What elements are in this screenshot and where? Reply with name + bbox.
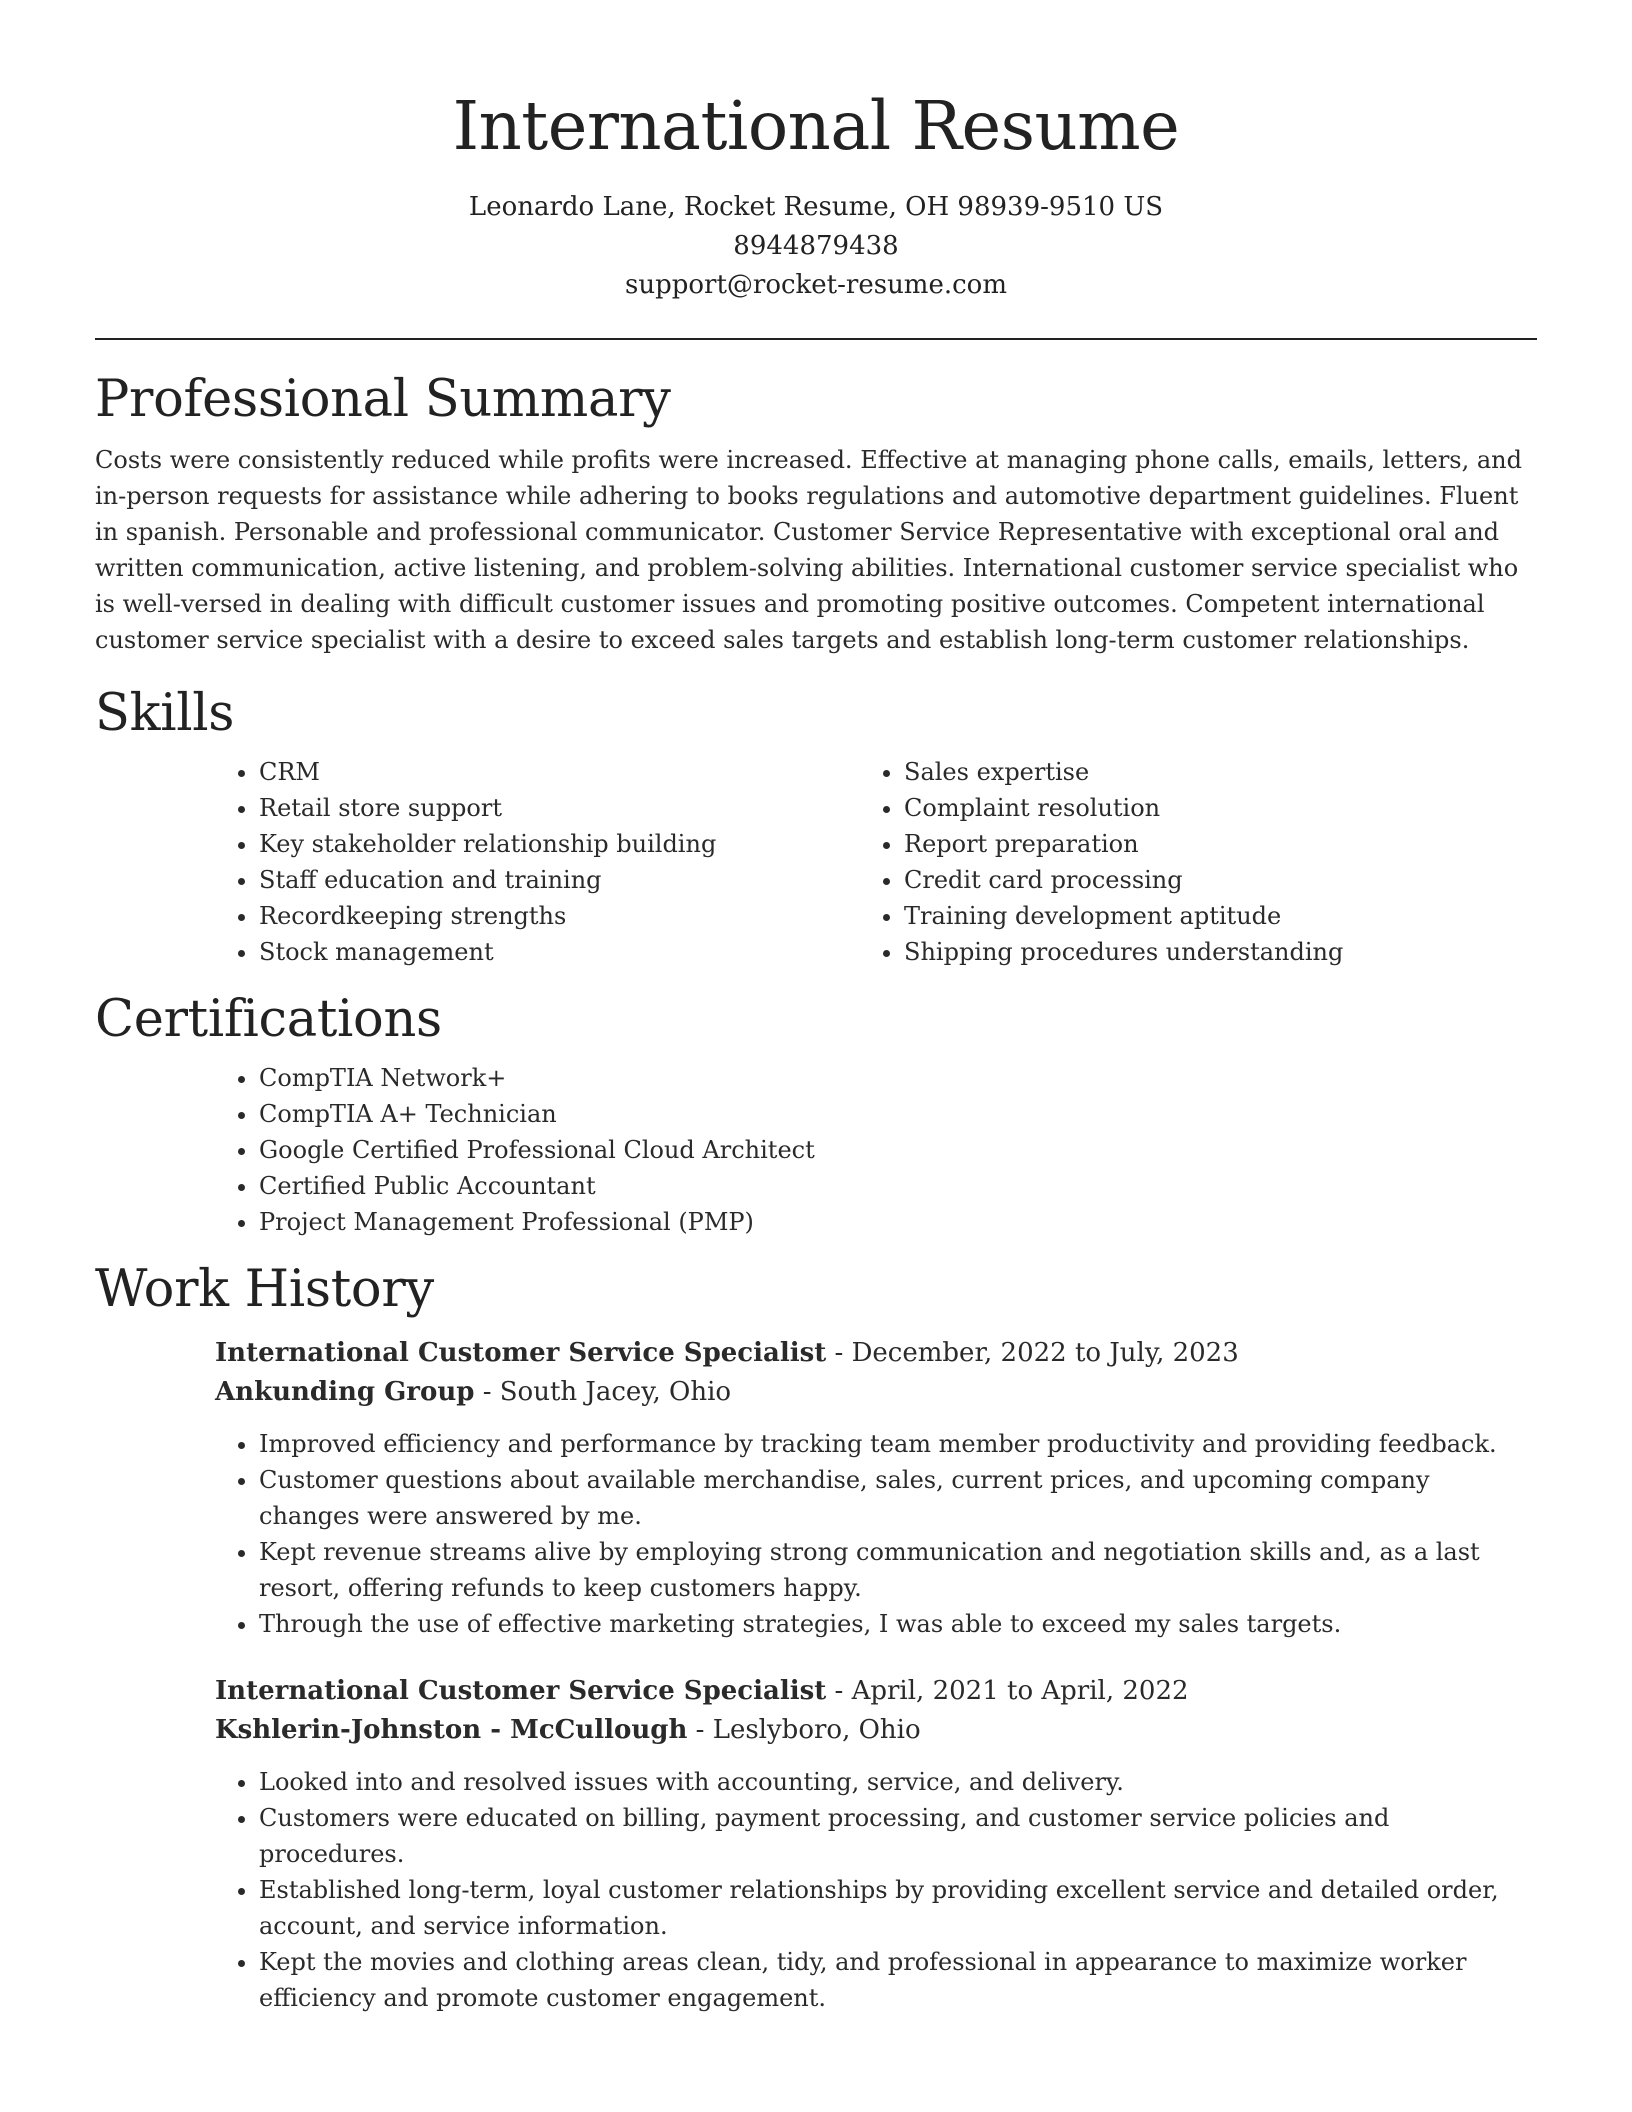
- certifications-heading: Certifications: [95, 990, 442, 1049]
- skills-heading: Skills: [95, 684, 235, 743]
- skill-item: • Stock management: [259, 934, 860, 970]
- certification-item: • CompTIA Network+: [259, 1060, 1537, 1096]
- job-dates: December, 2022 to July, 2023: [851, 1338, 1239, 1368]
- job-bullet: • Kept the movies and clothing areas clean, tidy, and professional in appearance to maximize worker efficiency and promote customer engagement.: [259, 1944, 1537, 2016]
- skill-item: • Sales expertise: [904, 754, 1505, 790]
- job-entry: [215, 1672, 1537, 2016]
- skill-item: • Retail store support: [259, 790, 860, 826]
- certification-item: • Google Certified Professional Cloud Architect: [259, 1132, 1537, 1168]
- skill-item: • Report preparation: [904, 826, 1505, 862]
- job-separator: -: [695, 1715, 713, 1745]
- job-bullet: • Looked into and resolved issues with accounting, service, and delivery.: [259, 1764, 1537, 1800]
- job-title: International Customer Service Specialist: [215, 1338, 827, 1368]
- job-company: Kshlerin-Johnston - McCullough: [215, 1715, 688, 1745]
- job-company-line: [215, 1711, 1537, 1750]
- certification-item: • CompTIA A+ Technician: [259, 1096, 1537, 1132]
- job-separator: -: [834, 1338, 852, 1368]
- job-bullet: • Through the use of effective marketing strategies, I was able to exceed my sales targets.: [259, 1606, 1537, 1642]
- certifications-list: [215, 1060, 1537, 1240]
- skill-item: • Shipping procedures understanding: [904, 934, 1505, 970]
- certification-item: • Project Management Professional (PMP): [259, 1204, 1537, 1240]
- skill-item: • Staff education and training: [259, 862, 860, 898]
- contact-address: Leonardo Lane, Rocket Resume, OH 98939-9510 US: [468, 192, 1164, 222]
- job-bullet: • Established long-term, loyal customer relationships by providing excellent service and detailed order, account, and service information.: [259, 1872, 1537, 1944]
- skill-item: • Key stakeholder relationship building: [259, 826, 860, 862]
- header-divider: [95, 338, 1537, 340]
- job-separator: -: [482, 1377, 500, 1407]
- contact-block: [95, 188, 1537, 305]
- job-bullet: • Improved efficiency and performance by tracking team member productivity and providing feedback.: [259, 1426, 1537, 1462]
- skill-item: • Credit card processing: [904, 862, 1505, 898]
- job-title: International Customer Service Specialist: [215, 1676, 827, 1706]
- skill-item: • Complaint resolution: [904, 790, 1505, 826]
- work-history-heading: Work History: [95, 1260, 434, 1319]
- skill-item: • Recordkeeping strengths: [259, 898, 860, 934]
- job-company: Ankunding Group: [215, 1377, 475, 1407]
- job-entry: [215, 1334, 1537, 1642]
- job-bullet: • Customer questions about available merchandise, sales, current prices, and upcoming company changes were answered by me.: [259, 1462, 1537, 1534]
- skills-column-left: [215, 754, 860, 970]
- certification-item: • Certified Public Accountant: [259, 1168, 1537, 1204]
- summary-section: [95, 370, 1537, 658]
- job-title-line: [215, 1672, 1537, 1711]
- job-bullet: • Kept revenue streams alive by employing strong communication and negotiation skills and, as a last resort, offering refunds to keep customers happy.: [259, 1534, 1537, 1606]
- job-separator: -: [834, 1676, 852, 1706]
- job-title-line: [215, 1334, 1537, 1373]
- skills-column-right: [860, 754, 1505, 970]
- job-location: South Jacey, Ohio: [499, 1377, 732, 1407]
- summary-text: Costs were consistently reduced while profits were increased. Effective at managing phone calls, emails, letters, and in-person requests for assistance while adhering to books regulations and automotive department guidelines. Fluent in spanish. Personable and professional communicator. Customer Service Representative with exceptional oral and written communication, active listening, and problem-solving abilities. International customer service specialist who is well-versed in dealing with difficult customer issues and promoting positive outcomes. Competent international customer service specialist with a desire to exceed sales targets and establish long-term customer relationships.: [95, 446, 1522, 654]
- job-company-line: [215, 1373, 1537, 1412]
- job-dates: April, 2021 to April, 2022: [851, 1676, 1189, 1706]
- skills-section: [95, 684, 1537, 970]
- contact-phone: 8944879438: [733, 231, 899, 261]
- summary-heading: Professional Summary: [95, 370, 671, 429]
- skill-item: • Training development aptitude: [904, 898, 1505, 934]
- resume-title: International Resume: [452, 87, 1180, 165]
- certifications-section: [95, 990, 1537, 1240]
- job-bullet: • Customers were educated on billing, payment processing, and customer service policies and procedures.: [259, 1800, 1537, 1872]
- skill-item: • CRM: [259, 754, 860, 790]
- resume-header: [95, 0, 1537, 305]
- job-location: Leslyboro, Ohio: [712, 1715, 921, 1745]
- job-bullets: [215, 1764, 1537, 2016]
- job-bullets: [215, 1426, 1537, 1642]
- skills-columns: [215, 754, 1537, 970]
- contact-email: support@rocket-resume.com: [624, 270, 1007, 300]
- work-history-section: [95, 1260, 1537, 2016]
